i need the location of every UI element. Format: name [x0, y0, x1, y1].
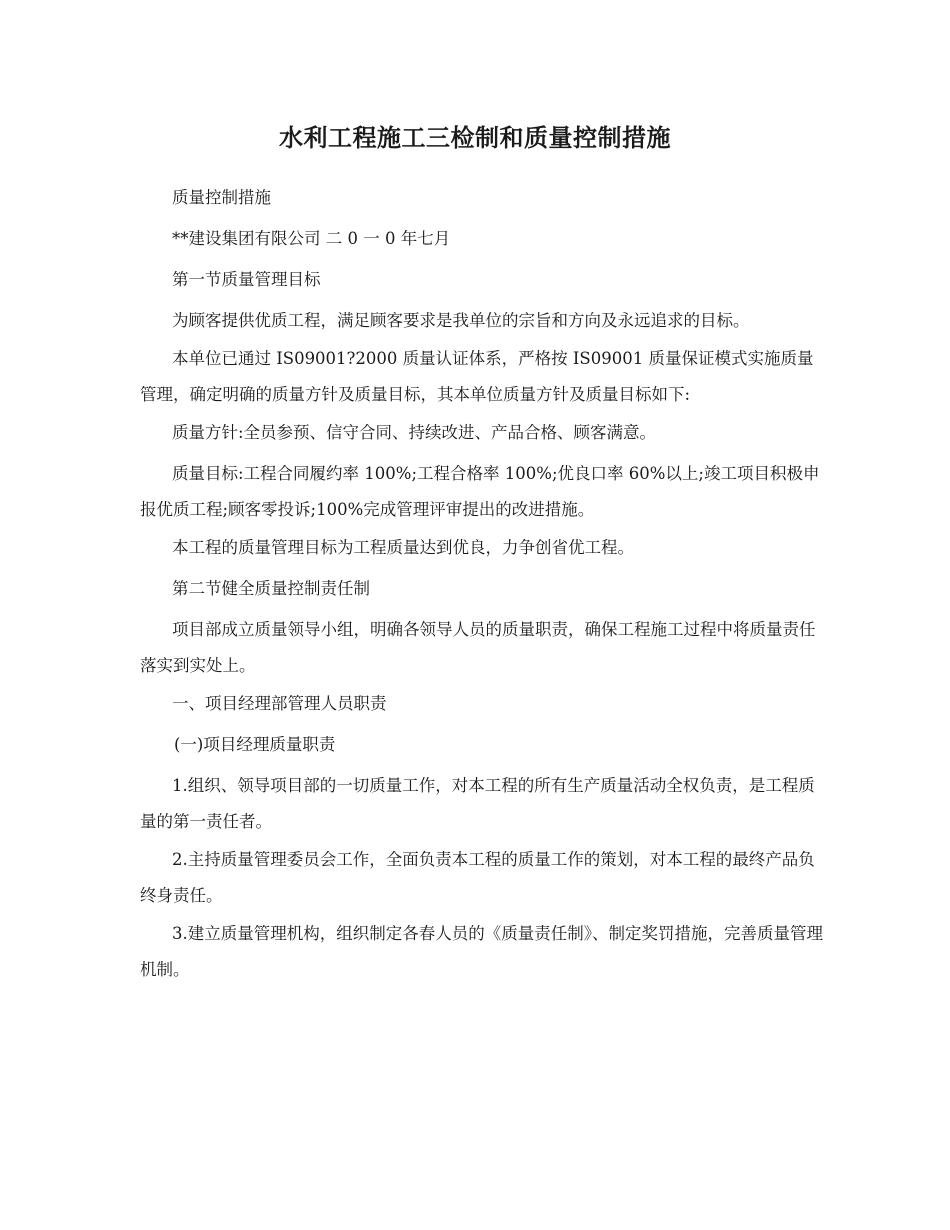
paragraph: 质量控制措施 [172, 188, 271, 207]
paragraph: 质量方针:全员参预、信守合同、持续改进、产品合格、顾客满意。 [172, 423, 657, 442]
paragraph: 为顾客提供优质工程，满足顾客要求是我单位的宗旨和方向及永远追求的目标。 [172, 311, 750, 330]
document-title: 水利工程施工三检制和质量控制措施 [279, 123, 671, 152]
list-item: 1.组织、领导项目部的一切质量工作，对本工程的所有生产质量活动全权负责，是工程质量的第一责任者。 [140, 776, 815, 831]
paragraph: **建设集团有限公司 二 0 一 0 年七月 [172, 229, 451, 248]
section-heading: 第二节健全质量控制责任制 [172, 579, 370, 598]
paragraph: 本单位已通过 IS09001?2000 质量认证体系，严格按 IS09001 质量保证模式实施质量管理，确定明确的质量方针及质量目标，其本单位质量方针及质量目标如下: [140, 349, 814, 404]
paragraph: 质量目标:工程合同履约率 100%;工程合格率 100%;优良口率 60%以上;竣工项目积极申报优质工程;顾客零投诉;100%完成管理评审提出的改进措施。 [140, 464, 820, 519]
paragraph: 本工程的质量管理目标为工程质量达到优良，力争创省优工程。 [172, 538, 634, 557]
paragraph: 项目部成立质量领导小组，明确各领导人员的质量职责，确保工程施工过程中将质量责任落实到实处上。 [140, 620, 816, 675]
section-heading: 第一节质量管理目标 [172, 270, 321, 289]
list-item: 2.主持质量管理委员会工作，全面负责本工程的质量工作的策划，对本工程的最终产品负终身责任。 [140, 850, 815, 905]
document-body [140, 180, 825, 990]
subsection-heading: 一、项目经理部管理人员职责 [172, 694, 387, 713]
subsection-heading: (一)项目经理质量职责 [174, 735, 336, 754]
list-item: 3.建立质量管理机构，组织制定各春人员的《质量责任制》、制定奖罚措施，完善质量管理机制。 [140, 924, 823, 979]
